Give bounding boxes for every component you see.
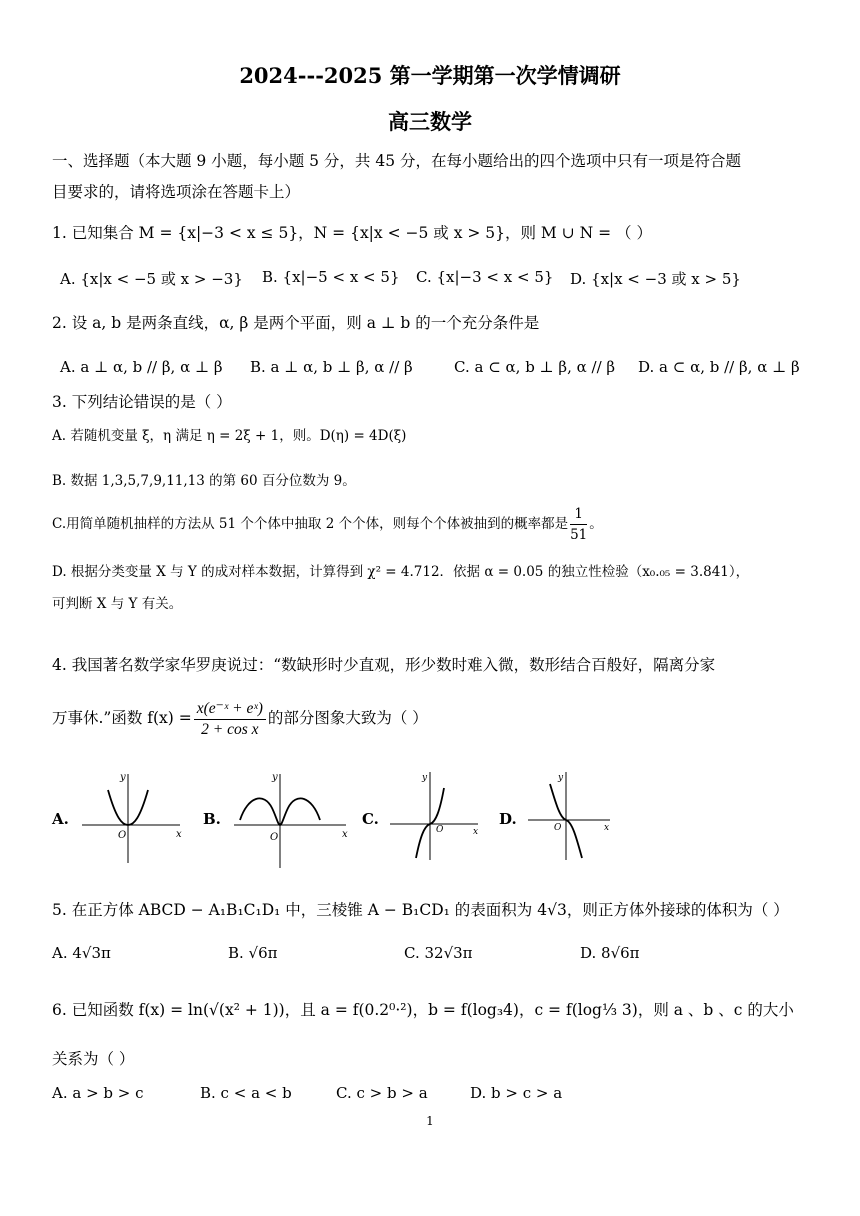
q4-graph-c-label[interactable]: C. bbox=[362, 810, 379, 828]
q4-graph-b[interactable] bbox=[228, 768, 353, 872]
q5-option-c[interactable]: C. 32√3π bbox=[404, 944, 473, 962]
origin-label: O bbox=[436, 825, 444, 835]
q3-option-c-end: 。 bbox=[589, 516, 603, 532]
y-axis-label: y bbox=[120, 772, 126, 783]
y-axis-label: y bbox=[272, 772, 278, 783]
q6-option-a[interactable]: A. a > b > c bbox=[52, 1084, 144, 1102]
origin-label: O bbox=[118, 830, 127, 841]
q4-graph-d[interactable] bbox=[524, 768, 616, 864]
q4-graph-d-label[interactable]: D. bbox=[499, 810, 517, 828]
q1-option-c[interactable]: C. {x|−3 < x < 5} bbox=[416, 268, 554, 286]
q3-option-d-line2: 可判断 X 与 Y 有关。 bbox=[52, 596, 183, 612]
q4-stem-line2 bbox=[52, 696, 428, 740]
exam-subtitle: 高三数学 bbox=[388, 109, 472, 134]
q6-option-d[interactable]: D. b > c > a bbox=[470, 1084, 563, 1102]
q3-stem: 3. 下列结论错误的是（ ） bbox=[52, 393, 232, 411]
section-heading-line2: 目要求的，请将选项涂在答题卡上） bbox=[52, 183, 301, 201]
y-axis-label: y bbox=[558, 773, 564, 783]
page-number: 1 bbox=[426, 1114, 434, 1128]
q5-option-b[interactable]: B. √6π bbox=[228, 944, 278, 962]
fraction-denominator: 51 bbox=[570, 527, 588, 543]
q4-stem-line1: 4. 我国著名数学家华罗庚说过：“数缺形时少直观，形少数时难入微，数形结合百般好，隔离分家 bbox=[52, 656, 716, 674]
q6-option-b[interactable]: B. c < a < b bbox=[200, 1084, 292, 1102]
x-axis-label: x bbox=[342, 829, 348, 840]
fraction-denominator: 2 + cos x bbox=[201, 720, 259, 738]
q2-option-c[interactable]: C. a ⊂ α, b ⊥ β, α // β bbox=[454, 358, 616, 376]
q3-option-a[interactable]: A. 若随机变量 ξ，η 满足 η = 2ξ + 1，则。D(η) = 4D(ξ) bbox=[52, 428, 407, 444]
q6-stem-line2: 关系为（ ） bbox=[52, 1050, 135, 1068]
origin-label: O bbox=[554, 823, 562, 833]
q3-option-b[interactable]: B. 数据 1,3,5,7,9,11,13 的第 60 百分位数为 9。 bbox=[52, 473, 356, 489]
q3-option-d-line1[interactable]: D. 根据分类变量 X 与 Y 的成对样本数据，计算得到 χ² = 4.712．依据 α = 0.05 的独立性检验（x₀.₀₅ = 3.841）， bbox=[52, 564, 750, 580]
q1-option-b[interactable]: B. {x|−5 < x < 5} bbox=[262, 268, 400, 286]
q2-stem: 2. 设 a, b 是两条直线，α, β 是两个平面，则 a ⊥ b 的一个充分条件是 bbox=[52, 314, 540, 332]
q2-option-a[interactable]: A. a ⊥ α, b // β, α ⊥ β bbox=[60, 358, 223, 376]
q3-option-c[interactable] bbox=[52, 502, 603, 546]
x-axis-label: x bbox=[473, 827, 479, 837]
q3-option-c-fraction bbox=[570, 504, 587, 545]
y-axis-label: y bbox=[422, 773, 428, 783]
q4-function-fraction bbox=[194, 699, 266, 740]
q2-option-d[interactable]: D. a ⊂ α, b // β, α ⊥ β bbox=[638, 358, 800, 376]
q5-option-a[interactable]: A. 4√3π bbox=[52, 944, 111, 962]
q4-graph-c[interactable] bbox=[386, 768, 486, 864]
q3-option-c-text: C.用简单随机抽样的方法从 51 个个体中抽取 2 个个体，则每个个体被抽到的概率都是 bbox=[52, 516, 569, 532]
q6-stem-line1: 6. 已知函数 f(x) = ln(√(x² + 1))，且 a = f(0.2⁰·²)，b = f(log₃4)，c = f(log⅓ 3)，则 a 、b 、c 的大小 bbox=[52, 1001, 794, 1019]
section-heading-line1: 一、选择题（本大题 9 小题，每小题 5 分，共 45 分，在每小题给出的四个选项中只有一项是符合题 bbox=[52, 152, 742, 170]
x-axis-label: x bbox=[604, 823, 610, 833]
fraction-numerator: 1 bbox=[570, 504, 587, 525]
q2-option-b[interactable]: B. a ⊥ α, b ⊥ β, α // β bbox=[250, 358, 413, 376]
q1-stem: 1. 已知集合 M = {x|−3 < x ≤ 5}，N = {x|x < −5 或 x > 5}，则 M ∪ N = （ ） bbox=[52, 224, 652, 242]
q4-stem-tail: 的部分图象大致为（ ） bbox=[267, 709, 428, 727]
fraction-numerator: x(e⁻ˣ + eˣ) bbox=[194, 699, 266, 720]
q1-option-a[interactable]: A. {x|x < −5 或 x > −3} bbox=[60, 270, 243, 288]
q4-graph-a-label[interactable]: A. bbox=[52, 810, 69, 828]
q5-stem: 5. 在正方体 ABCD − A₁B₁C₁D₁ 中，三棱锥 A − B₁CD₁ 的表面积为 4√3，则正方体外接球的体积为（ ） bbox=[52, 901, 789, 919]
q4-function-label: 万事休.”函数 f(x) = bbox=[52, 709, 192, 727]
x-axis-label: x bbox=[176, 829, 182, 840]
q5-option-d[interactable]: D. 8√6π bbox=[580, 944, 640, 962]
origin-label: O bbox=[270, 832, 279, 843]
q4-graph-b-label[interactable]: B. bbox=[203, 810, 221, 828]
exam-title: 2024---2025 第一学期第一次学情调研 bbox=[239, 63, 621, 88]
q4-graph-a[interactable] bbox=[80, 768, 190, 868]
q1-option-d[interactable]: D. {x|x < −3 或 x > 5} bbox=[570, 270, 741, 288]
q6-option-c[interactable]: C. c > b > a bbox=[336, 1084, 428, 1102]
